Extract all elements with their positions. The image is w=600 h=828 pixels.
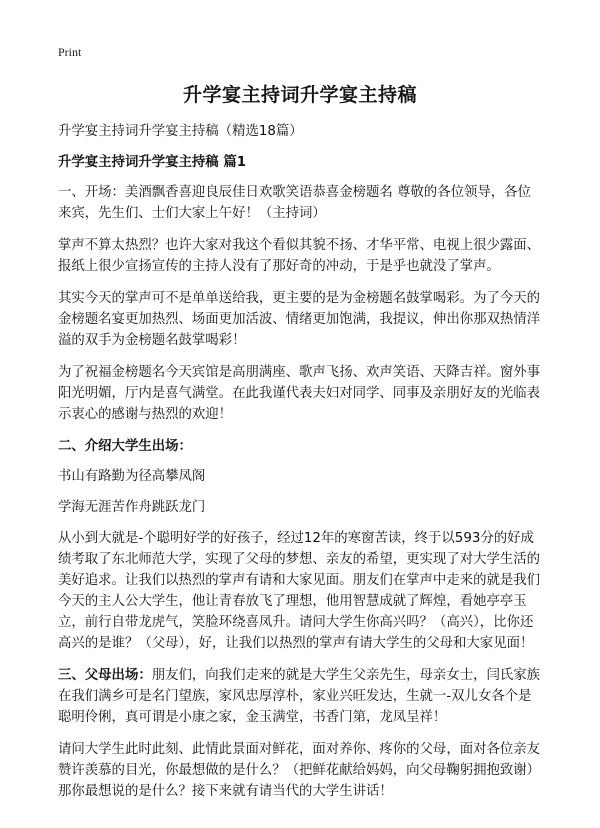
section-heading-1: 升学宴主持词升学宴主持稿 篇1 xyxy=(58,155,247,170)
couplet-line-2: 学海无涯苦作舟跳跃龙门 xyxy=(58,500,206,515)
section-heading-2: 二、介绍大学生出场： xyxy=(58,439,192,454)
section-heading-3: 三、父母出场： xyxy=(58,668,152,683)
paragraph-blessing: 为了祝福金榜题名今天宾馆是高朋满座、歌声飞扬、欢声笑语、天降吉祥。窗外事阳光明媚，厅内是喜气满堂。在此我谨代表夫妇对同学、同事及亲朋好友的光临表示衷心的感谢与热烈的欢迎！ xyxy=(58,365,541,422)
paragraph-opening: 一、开场：美酒飘香喜迎良辰佳日欢歌笑语恭喜金榜题名 尊敬的各位领导，各位来宾，先生们、士们大家上午好！（主持词） xyxy=(58,185,531,221)
paragraph-applause-2: 其实今天的掌声可不是单单送给我，更主要的是为金榜题名鼓掌喝彩。为了今天的金榜题名宴更加热烈、场面更加活波、情绪更加饱满，我提议，伸出你那双热情洋溢的双手为金榜题名鼓掌喝彩！ xyxy=(58,291,541,348)
document-body xyxy=(58,121,544,813)
print-link[interactable]: Print xyxy=(58,45,82,59)
paragraph-parents xyxy=(58,665,544,728)
paragraph-student-speech: 请问大学生此时此刻、此情此景面对鲜花，面对养你、疼你的父母，面对各位亲友赞许羡慕的目光，你最想做的是什么？（把鲜花献给妈妈，向父母鞠躬拥抱致谢）那你最想说的是什么？接下来就有请当代的大学生讲话！ xyxy=(58,742,541,799)
paragraph-student-intro: 从小到大就是-个聪明好学的好孩子，经过12年的寒窗苦读，终于以593分的好成绩考取了东北师范大学，实现了父母的梦想、亲友的希望，更实现了对大学生活的美好追求。让我们以热烈的掌声有请和大家见面。朋友们在掌声中走来的就是我们今天的主人公大学生，他让青春放飞了理想，他用智慧成就了辉煌，看她亭亭玉立，前行自带龙虎气，笑脸环绕喜凤升。请问大学生你高兴吗？（高兴），比你还高兴的是谁？（父母），好，让我们以热烈的掌声有请大学生的父母和大家见面！ xyxy=(58,531,541,651)
document-subtitle: 升学宴主持词升学宴主持稿（精选18篇） xyxy=(58,124,303,139)
couplet-line-1: 书山有路勤为径高攀凤阁 xyxy=(58,469,206,484)
paragraph-applause: 掌声不算太热烈？也许大家对我这个看似其貌不扬、才华平常、电视上很少露面、报纸上很少宣扬宣传的主持人没有了那好奇的冲动，于是乎也就没了掌声。 xyxy=(58,238,541,274)
paragraph-parents-text: 朋友们，向我们走来的就是大学生父亲先生，母亲女士，闫氏家族在我们满乡可是名门望族，家风忠厚淳朴，家业兴旺发达，生就一-双儿女各个是聪明伶俐，真可谓是小康之家，金玉满堂，书香门第，龙凤呈祥！ xyxy=(58,668,541,725)
document-title: 升学宴主持词升学宴主持稿 xyxy=(182,84,417,106)
